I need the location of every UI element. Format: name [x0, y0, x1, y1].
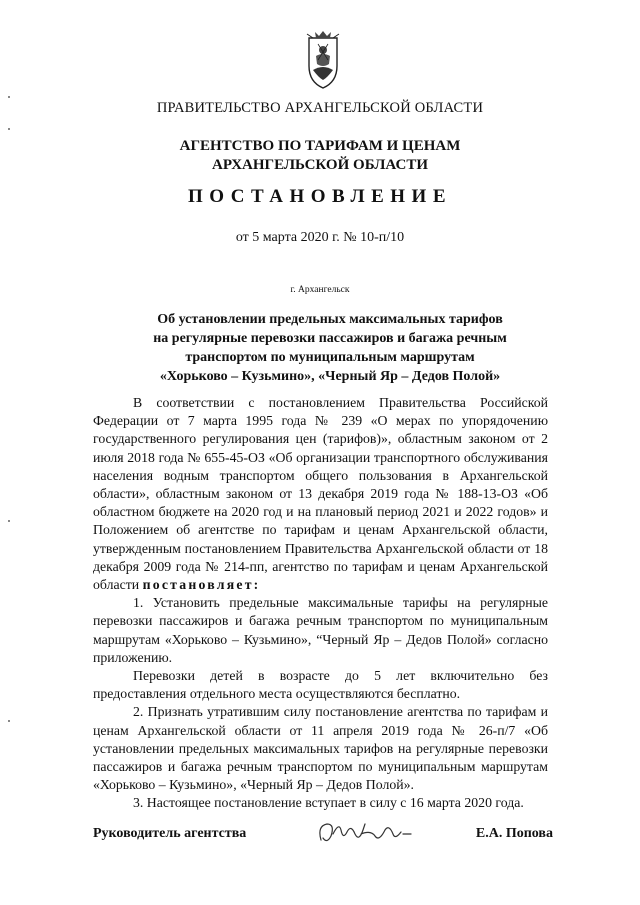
coat-of-arms-emblem [301, 30, 345, 90]
scan-mark [8, 128, 10, 130]
subject-line: Об установлении предельных максимальных тарифов [157, 312, 503, 327]
agency-name-line2: АРХАНГЕЛЬСКОЙ ОБЛАСТИ [212, 157, 428, 173]
subject-line: на регулярные перевозки пассажиров и багажа речным [153, 331, 507, 346]
agency-name [0, 137, 640, 175]
scan-mark [8, 520, 10, 522]
agency-name-line1: АГЕНТСТВО ПО ТАРИФАМ И ЦЕНАМ [179, 138, 461, 154]
document-date-number: от 5 марта 2020 г. № 10-п/10 [235, 230, 405, 245]
subject-line: «Хорьково – Кузьмино», «Черный Яр – Дедов Полой» [159, 369, 501, 384]
paragraph-item-2: 2. Признать утратившим силу постановление агентства по тарифам и ценам Архангельской области от 11 апреля 2019 года № 26-п/7 «Об установлении предельных максимальных тарифов на регулярные перевозки пассажиров и багажа речным транспортом по муниципальным маршрутам «Хорьково – Кузьмино», «Черный Яр – Дедов Полой». [93, 704, 548, 793]
paragraph-item-3: 3. Настоящее постановление вступает в силу с 16 марта 2020 года. [133, 795, 524, 811]
subject-line: транспортом по муниципальным маршрутам [185, 350, 475, 365]
paragraph-preamble [93, 394, 548, 594]
scan-mark [8, 720, 10, 722]
document-body [93, 394, 548, 813]
paragraph-children-note: Перевозки детей в возрасте до 5 лет включительно без предоставления отдельного места осуществляются бесплатно. [93, 668, 548, 702]
resolves-keyword: постановляет: [142, 577, 261, 593]
document-subject [100, 310, 560, 386]
preamble-text: В соответствии с постановлением Правительства Российской Федерации от 7 марта 1995 года № 239 «О мерах по упорядочению государственного регулирования цен (тарифов)», областным законом от 2 июля 2018 года № 655-45-ОЗ «Об организации транспортного обслуживания населения водным транспортом общего пользования в Архангельской области», областным законом от 13 декабря 2019 года № 188-13-ОЗ «Об областном бюджете на 2020 год и на плановый период 2021 и 2022 годов» и Положением об агентстве по тарифам и ценам Архангельской области, утвержденным постановлением Правительства Архангельской области от 18 декабря 2009 года № 214-пп, агентство по тарифам и ценам Архангельской области [93, 395, 548, 593]
signatory-name: Е.А. Попова [475, 826, 553, 841]
document-type: ПОСТАНОВЛЕНИЕ [187, 186, 453, 207]
scan-mark [8, 96, 10, 98]
handwritten-signature [315, 816, 425, 850]
signatory-title: Руководитель агентства [93, 826, 247, 841]
paragraph-item-1: 1. Установить предельные максимальные тарифы на регулярные перевозки пассажиров и багажа речным транспортом по муниципальным маршрутам «Хорьково – Кузьмино», “Черный Яр – Дедов Полой» согласно приложению. [93, 595, 548, 665]
government-name: ПРАВИТЕЛЬСТВО АРХАНГЕЛЬСКОЙ ОБЛАСТИ [156, 100, 484, 116]
document-city: г. Архангельск [290, 285, 350, 295]
